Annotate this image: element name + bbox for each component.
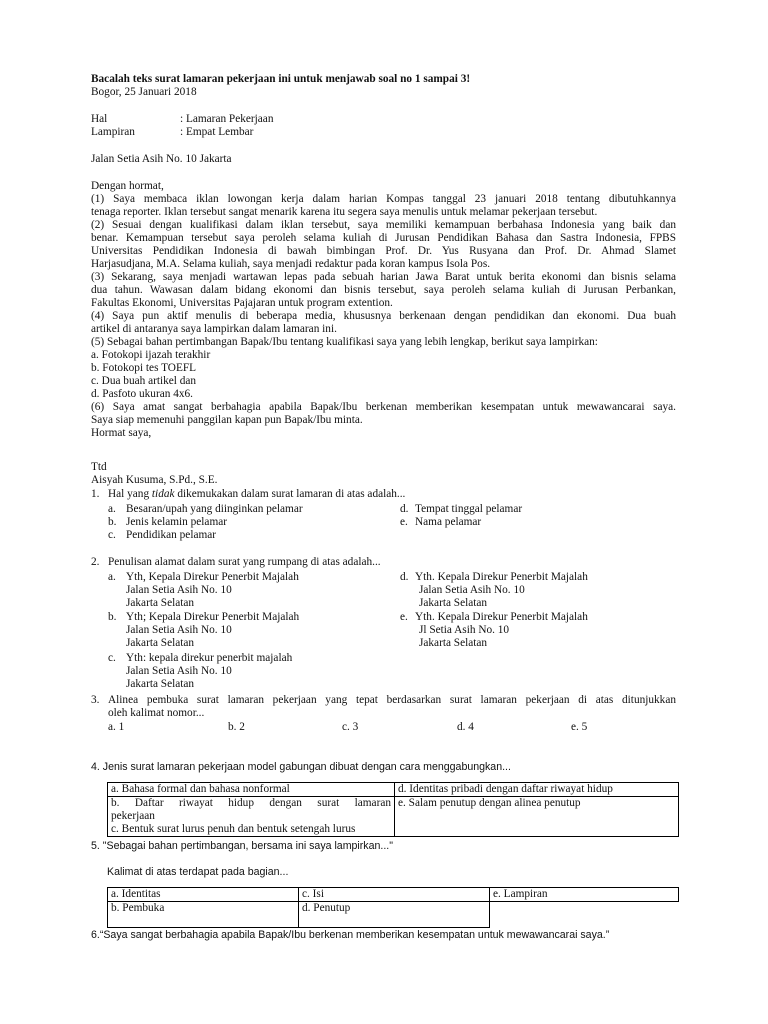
q2-option-b-line: Jakarta Selatan [126, 637, 195, 649]
q1-option-e: Nama pelamar [415, 516, 482, 528]
q1-text: Hal yang tidak dikemukakan dalam surat lamaran di atas adalah... [108, 488, 406, 500]
hal-label: Hal [91, 113, 108, 125]
signature-ttd: Ttd [91, 461, 107, 473]
q1-option-d-letter: d. [400, 503, 409, 515]
letter-body-line: (3) Sekarang, saya menjadi wartawan lepas pada sebuah harian Jawa Barat untuk berita ekonomi dan bisnis selama [91, 271, 676, 283]
q2-option-d-letter: d. [400, 571, 409, 583]
q4-option-e: e. Salam penutup dengan alinea penutup [395, 797, 679, 837]
q3-option: c. 3 [342, 721, 359, 733]
letter-address: Jalan Setia Asih No. 10 Jakarta [91, 153, 232, 165]
q2-option-d-line: Jakarta Selatan [419, 597, 488, 609]
q2-option-d-line: Jalan Setia Asih No. 10 [419, 584, 525, 596]
q2-option-b-line: Yth; Kepala Direkur Penerbit Majalah [126, 611, 300, 623]
q4-options-table [107, 782, 679, 837]
letter-body-line: artikel di antaranya saya lampirkan dalam lamaran ini. [91, 323, 337, 335]
q1-option-c-letter: c. [108, 529, 116, 541]
attachment-item: d. Pasfoto ukuran 4x6. [91, 388, 193, 400]
letter-body-line: Saya siap memenuhi panggilan kapan pun Bapak/Ibu minta. [91, 414, 363, 426]
q5-text: 5. "Sebagai bahan pertimbangan, bersama ini saya lampirkan..." [91, 840, 393, 852]
q4-cell-bc [108, 797, 395, 837]
attachment-item: c. Dua buah artikel dan [91, 375, 197, 387]
q4-text: 4. Jenis surat lamaran pekerjaan model gabungan dibuat dengan cara menggabungkan... [91, 761, 511, 773]
q5-option-e: e. Lampiran [490, 888, 679, 902]
letter-date: Bogor, 25 Januari 2018 [91, 86, 197, 98]
q3-number: 3. [91, 694, 100, 706]
q3-option: b. 2 [228, 721, 245, 733]
q1-option-a-letter: a. [108, 503, 116, 515]
q1-option-b-letter: b. [108, 516, 117, 528]
q2-text: Penulisan alamat dalam surat yang rumpang di atas adalah... [108, 556, 381, 568]
letter-body-line: Universitas Pendidikan Indonesia di bawah bimbingan Prof. Dr. Yus Rusyana dan Prof. Dr. Ahmad Slamet [91, 245, 676, 257]
q2-option-c-line: Jalan Setia Asih No. 10 [126, 665, 232, 677]
q4-option-b-cont: pekerjaan [111, 810, 155, 822]
q2-option-c-letter: c. [108, 652, 116, 664]
q4-option-c: c. Bentuk surat lurus penuh dan bentuk setengah lurus [111, 823, 356, 835]
letter-body-line: (5) Sebagai bahan pertimbangan Bapak/Ibu tentang kualifikasi saya yang lebih lengkap, berikut saya lampirkan: [91, 336, 598, 348]
attachment-item: b. Fotokopi tes TOEFL [91, 362, 197, 374]
q2-option-b-line: Jalan Setia Asih No. 10 [126, 624, 232, 636]
q5-option-c: c. Isi [299, 888, 490, 902]
q1-option-e-letter: e. [400, 516, 408, 528]
q1-option-c: Pendidikan pelamar [126, 529, 217, 541]
q2-option-c-line: Yth: kepala direkur penerbit majalah [126, 652, 293, 664]
letter-body-line: Fakultas Ekonomi, Universitas Pajajaran untuk program extention. [91, 297, 393, 309]
letter-greeting: Dengan hormat, [91, 180, 164, 192]
q1-option-d: Tempat tinggal pelamar [415, 503, 523, 515]
q2-option-e-line: Jl Setia Asih No. 10 [419, 624, 510, 636]
q5-option-a: a. Identitas [108, 888, 299, 902]
q4-option-a: a. Bahasa formal dan bahasa nonformal [108, 783, 395, 797]
q2-option-a-letter: a. [108, 571, 116, 583]
q5-subtext: Kalimat di atas terdapat pada bagian... [107, 866, 289, 878]
q3-option: e. 5 [571, 721, 588, 733]
q3-option: a. 1 [108, 721, 125, 733]
q3-text-line: oleh kalimat nomor... [108, 707, 205, 719]
q4-option-d: d. Identitas pribadi dengan daftar riwayat hidup [395, 783, 679, 797]
q2-option-a-line: Jalan Setia Asih No. 10 [126, 584, 232, 596]
letter-body-line: (4) Saya pun aktif menulis di beberapa media, khususnya berkenaan dengan pendidikan dan ekonomi. Dua buah [91, 310, 676, 322]
instruction-heading: Bacalah teks surat lamaran pekerjaan ini untuk menjawab soal no 1 sampai 3! [91, 73, 471, 85]
q2-option-e-line: Jakarta Selatan [419, 637, 488, 649]
q3-option: d. 4 [457, 721, 474, 733]
q2-option-e-letter: e. [400, 611, 408, 623]
q2-option-a-line: Jakarta Selatan [126, 597, 195, 609]
q2-option-a-line: Yth, Kepala Direkur Penerbit Majalah [126, 571, 299, 583]
letter-body-line: tenaga reporter. Iklan tersebut sangat menarik karena itu segera saya menulis untuk melamar pekerjaan tersebut. [91, 206, 598, 218]
q5-option-b: b. Pembuka [108, 902, 299, 928]
letter-body-line: (1) Saya membaca iklan lowongan kerja dalam harian Kompas tanggal 23 januari 2018 tentang dibutuhkannya [91, 193, 676, 205]
q6-text: 6.“Saya sangat berbahagia apabila Bapak/Ibu berkenan memberikan kesempatan untuk mewawancarai saya.” [91, 929, 610, 941]
q2-option-b-letter: b. [108, 611, 117, 623]
q2-option-e-line: Yth. Kepala Direkur Penerbit Majalah [415, 611, 588, 623]
q5-options-table [107, 887, 679, 928]
q5-option-d: d. Penutup [299, 902, 490, 928]
letter-closing: Hormat saya, [91, 427, 152, 439]
letter-body-line: benar. Kemampuan tersebut saya peroleh selama kuliah di Jurusan Pendidikan Bahasa dan Sastra Indonesia, FPBS [91, 232, 676, 244]
lampiran-label: Lampiran [91, 126, 135, 138]
q5-empty-cell [490, 902, 679, 928]
q1-option-a: Besaran/upah yang diinginkan pelamar [126, 503, 303, 515]
hal-value: : Lamaran Pekerjaan [180, 113, 274, 125]
signer-name: Aisyah Kusuma, S.Pd., S.E. [91, 474, 218, 486]
q1-number: 1. [91, 488, 100, 500]
q2-number: 2. [91, 556, 100, 568]
q4-option-b: b. Daftar riwayat hidup dengan surat lamaran [111, 797, 391, 809]
q1-option-b: Jenis kelamin pelamar [126, 516, 228, 528]
lampiran-value: : Empat Lembar [180, 126, 254, 138]
q2-option-d-line: Yth. Kepala Direkur Penerbit Majalah [415, 571, 588, 583]
q3-text-line: Alinea pembuka surat lamaran pekerjaan yang tepat berdasarkan surat lamaran pekerjaan di atas ditunjukkan [108, 694, 676, 706]
letter-body-line: Harjasudjana, M.A. Selama kuliah, saya menjadi redaktur pada koran kampus Isola Pos. [91, 258, 491, 270]
letter-body-line: dua tahun. Wawasan dalam bidang ekonomi dan bisnis tersebut, saya peroleh selama kuliah di Jurusan Perbankan, [91, 284, 676, 296]
letter-body-line: (2) Sesuai dengan kualifikasi dalam iklan tersebut, saya memiliki kemampuan berbahasa Indonesia yang baik dan [91, 219, 676, 231]
letter-body-line: (6) Saya amat sangat berbahagia apabila Bapak/Ibu berkenan memberikan kesempatan untuk mewawancarai saya. [91, 401, 676, 413]
attachment-item: a. Fotokopi ijazah terakhir [91, 349, 211, 361]
q2-option-c-line: Jakarta Selatan [126, 678, 195, 690]
